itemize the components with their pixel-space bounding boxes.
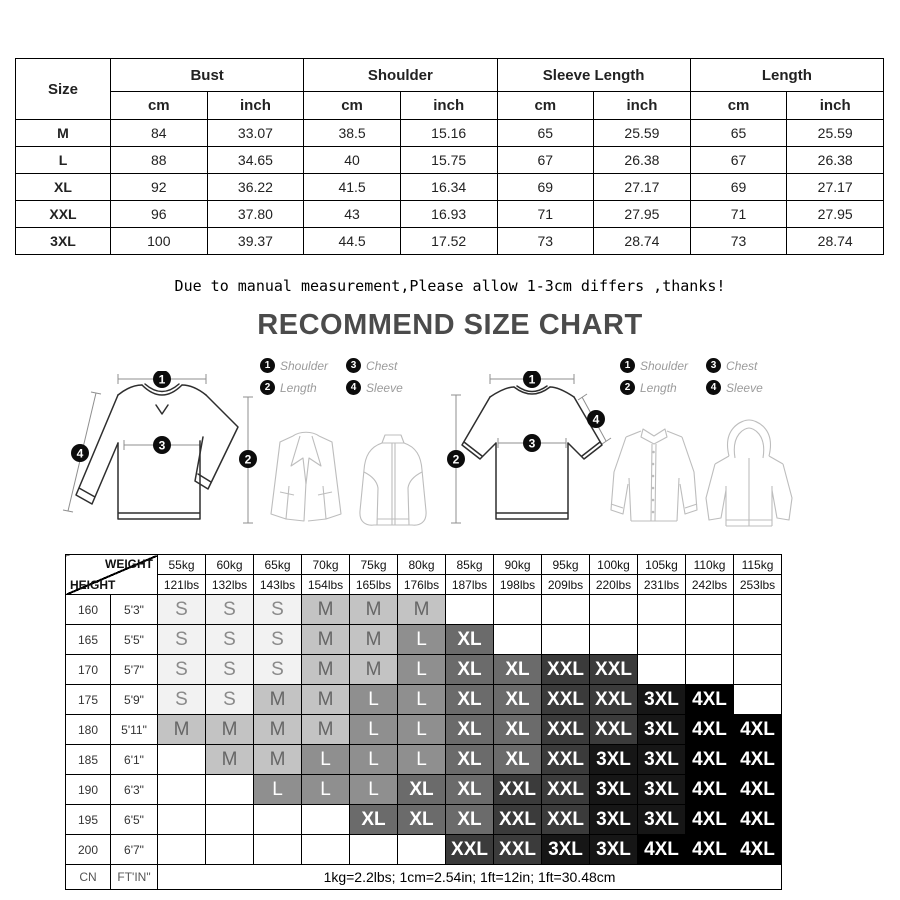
height-ftin-cell: 6'3" — [111, 775, 158, 805]
size-recommendation-cell: S — [158, 625, 206, 655]
size-recommendation-cell: S — [206, 595, 254, 625]
size-recommendation-cell: XXL — [542, 805, 590, 835]
height-cm-cell: 165 — [66, 625, 111, 655]
measurement-value-cell: 43 — [304, 201, 401, 228]
weight-kg-cell: 60kg — [206, 555, 254, 575]
matrix-row — [66, 715, 782, 745]
size-name-cell: L — [16, 147, 111, 174]
legend-number-icon: 1 — [260, 358, 275, 373]
size-recommendation-cell: 4XL — [686, 715, 734, 745]
measurement-value-cell: 33.07 — [207, 120, 304, 147]
group-header-bust: Bust — [111, 59, 304, 92]
height-ftin-cell: 6'7" — [111, 835, 158, 865]
size-recommendation-cell — [302, 805, 350, 835]
size-recommendation-cell: L — [350, 775, 398, 805]
measurement-value-cell: 27.95 — [594, 201, 691, 228]
size-recommendation-cell: XL — [494, 745, 542, 775]
legend-label: Shoulder — [280, 358, 329, 373]
weight-kg-cell: 55kg — [158, 555, 206, 575]
matrix-kg-row — [66, 555, 782, 575]
hoodie-drawing — [700, 416, 798, 534]
size-recommendation-cell — [542, 625, 590, 655]
measurement-value-cell: 69 — [497, 174, 594, 201]
size-recommendation-cell: XXL — [542, 745, 590, 775]
size-recommendation-cell: M — [206, 745, 254, 775]
size-recommendation-cell — [686, 625, 734, 655]
cn-unit-label: CN — [66, 865, 111, 890]
size-recommendation-cell: M — [302, 625, 350, 655]
size-column-header: Size — [16, 59, 111, 120]
legend-number-icon: 2 — [260, 380, 275, 395]
measurement-value-cell: 27.95 — [787, 201, 884, 228]
height-cm-cell: 190 — [66, 775, 111, 805]
height-ftin-cell: 5'7" — [111, 655, 158, 685]
matrix-body — [66, 595, 782, 865]
measurement-value-cell: 88 — [111, 147, 208, 174]
size-recommendation-cell: XXL — [590, 715, 638, 745]
measurement-value-cell: 96 — [111, 201, 208, 228]
height-ftin-cell: 5'11" — [111, 715, 158, 745]
height-cm-cell: 180 — [66, 715, 111, 745]
height-ftin-cell: 5'5" — [111, 625, 158, 655]
size-recommendation-cell: XXL — [494, 835, 542, 865]
matrix-row — [66, 685, 782, 715]
measurement-value-cell: 34.65 — [207, 147, 304, 174]
weight-lbs-cell: 231lbs — [638, 575, 686, 595]
legend-label: Chest — [726, 358, 758, 373]
size-recommendation-cell: XL — [446, 715, 494, 745]
size-name-cell: 3XL — [16, 228, 111, 255]
size-recommendation-cell — [206, 835, 254, 865]
size-recommendation-cell: M — [254, 745, 302, 775]
size-table-body — [16, 120, 884, 255]
unit-header: inch — [207, 92, 304, 120]
size-recommendation-cell — [590, 625, 638, 655]
matrix-lbs-row — [66, 575, 782, 595]
size-recommendation-cell — [158, 775, 206, 805]
size-table-row — [16, 174, 884, 201]
size-recommendation-cell: S — [254, 625, 302, 655]
size-name-cell: M — [16, 120, 111, 147]
legend-item-chest — [706, 358, 763, 373]
size-recommendation-cell — [350, 835, 398, 865]
height-cm-cell: 175 — [66, 685, 111, 715]
unit-header: inch — [594, 92, 691, 120]
size-recommendation-cell: XL — [494, 715, 542, 745]
weight-axis-label: WEIGHT — [105, 557, 153, 571]
size-recommendation-cell: XXL — [542, 655, 590, 685]
size-recommendation-cell: 3XL — [542, 835, 590, 865]
size-recommendation-cell — [158, 745, 206, 775]
size-recommendation-cell: S — [206, 625, 254, 655]
size-table-row — [16, 147, 884, 174]
size-recommendation-cell: XXL — [446, 835, 494, 865]
size-recommendation-cell: 3XL — [590, 805, 638, 835]
measurement-value-cell: 73 — [690, 228, 787, 255]
weight-lbs-cell: 198lbs — [494, 575, 542, 595]
size-recommendation-cell — [734, 625, 782, 655]
measurement-value-cell: 39.37 — [207, 228, 304, 255]
size-recommendation-cell: S — [158, 655, 206, 685]
legend-label: Length — [280, 380, 317, 395]
weight-lbs-cell: 143lbs — [254, 575, 302, 595]
legend-number-icon: 3 — [706, 358, 721, 373]
marker-length: 2 — [244, 452, 252, 467]
measurement-value-cell: 67 — [497, 147, 594, 174]
measurement-value-cell: 65 — [497, 120, 594, 147]
size-recommendation-cell: 4XL — [686, 685, 734, 715]
measurement-value-cell: 28.74 — [594, 228, 691, 255]
measurement-value-cell: 44.5 — [304, 228, 401, 255]
tshirt-measurement-diagram — [432, 371, 632, 541]
weight-kg-cell: 115kg — [734, 555, 782, 575]
size-recommendation-cell — [638, 625, 686, 655]
measurement-value-cell: 27.17 — [594, 174, 691, 201]
size-recommendation-cell: S — [158, 595, 206, 625]
measurement-value-cell: 41.5 — [304, 174, 401, 201]
size-table-unit-row — [16, 92, 884, 120]
measurement-value-cell: 65 — [690, 120, 787, 147]
matrix-row — [66, 835, 782, 865]
height-cm-cell: 185 — [66, 745, 111, 775]
height-ftin-cell: 6'5" — [111, 805, 158, 835]
measurement-value-cell: 38.5 — [304, 120, 401, 147]
weight-lbs-cell: 242lbs — [686, 575, 734, 595]
legend-label: Length — [640, 380, 677, 395]
measurement-value-cell: 16.93 — [400, 201, 497, 228]
matrix-row — [66, 595, 782, 625]
marker-sleeve: 4 — [592, 412, 600, 427]
measurement-note: Due to manual measurement,Please allow 1-3cm differs ,thanks! — [174, 277, 726, 295]
size-recommendation-cell: XL — [446, 805, 494, 835]
size-recommendation-cell: XL — [446, 655, 494, 685]
matrix-row — [66, 775, 782, 805]
size-recommendation-cell: XL — [494, 685, 542, 715]
size-recommendation-cell: L — [398, 685, 446, 715]
weight-lbs-cell: 165lbs — [350, 575, 398, 595]
size-recommendation-cell: XXL — [542, 775, 590, 805]
size-recommendation-cell — [158, 805, 206, 835]
size-recommendation-cell: 4XL — [686, 835, 734, 865]
size-recommendation-cell: M — [398, 595, 446, 625]
size-recommendation-cell: XXL — [494, 805, 542, 835]
measurement-value-cell: 37.80 — [207, 201, 304, 228]
size-recommendation-cell: XXL — [542, 715, 590, 745]
size-recommendation-cell: L — [398, 655, 446, 685]
weight-height-corner-cell — [66, 555, 158, 595]
measurement-value-cell: 27.17 — [787, 174, 884, 201]
size-recommendation-cell: S — [254, 655, 302, 685]
weight-lbs-cell: 154lbs — [302, 575, 350, 595]
measurement-value-cell: 28.74 — [787, 228, 884, 255]
size-recommendation-cell: L — [254, 775, 302, 805]
garment-diagram-area — [0, 346, 900, 546]
measurement-value-cell: 71 — [497, 201, 594, 228]
weight-lbs-cell: 132lbs — [206, 575, 254, 595]
measurement-value-cell: 15.16 — [400, 120, 497, 147]
matrix-footer-row — [66, 865, 782, 890]
matrix-row — [66, 745, 782, 775]
size-recommendation-cell: XXL — [542, 685, 590, 715]
size-recommendation-cell: M — [206, 715, 254, 745]
height-ftin-cell: 5'3" — [111, 595, 158, 625]
size-recommendation-cell: M — [350, 595, 398, 625]
legend-label: Chest — [366, 358, 398, 373]
height-ftin-cell: 5'9" — [111, 685, 158, 715]
unit-header: cm — [304, 92, 401, 120]
size-recommendation-cell — [254, 805, 302, 835]
size-recommendation-cell: XL — [446, 745, 494, 775]
size-recommendation-cell — [686, 655, 734, 685]
size-recommendation-cell: XL — [398, 775, 446, 805]
legend-label: Sleeve — [726, 380, 763, 395]
size-recommendation-cell: 3XL — [638, 685, 686, 715]
unit-header: cm — [690, 92, 787, 120]
measurement-value-cell: 26.38 — [594, 147, 691, 174]
unit-header: cm — [497, 92, 594, 120]
height-cm-cell: 200 — [66, 835, 111, 865]
size-recommendation-cell — [590, 595, 638, 625]
measurement-value-cell: 67 — [690, 147, 787, 174]
size-recommendation-cell: 4XL — [686, 805, 734, 835]
weight-lbs-cell: 209lbs — [542, 575, 590, 595]
marker-shoulder: 1 — [158, 372, 166, 387]
legend-item-sleeve — [346, 380, 403, 395]
legend-item-chest — [346, 358, 403, 373]
weight-kg-cell: 65kg — [254, 555, 302, 575]
size-recommendation-cell: XL — [494, 655, 542, 685]
size-recommendation-cell: 4XL — [686, 775, 734, 805]
size-recommendation-cell — [494, 595, 542, 625]
height-axis-label: HEIGHT — [70, 578, 116, 592]
size-recommendation-cell: 4XL — [734, 835, 782, 865]
size-recommendation-cell: S — [254, 595, 302, 625]
legend-number-icon: 4 — [346, 380, 361, 395]
unit-header: inch — [400, 92, 497, 120]
blazer-drawing — [260, 424, 352, 532]
marker-chest: 3 — [528, 436, 536, 451]
legend-item-length — [260, 380, 328, 395]
legend-label: Shoulder — [640, 358, 689, 373]
marker-length: 2 — [452, 452, 460, 467]
marker-chest: 3 — [158, 438, 166, 453]
windbreaker-drawing — [352, 426, 434, 531]
size-recommendation-cell: 3XL — [638, 715, 686, 745]
size-recommendation-cell — [494, 625, 542, 655]
size-recommendation-cell: XL — [446, 685, 494, 715]
weight-kg-cell: 70kg — [302, 555, 350, 575]
size-name-cell: XL — [16, 174, 111, 201]
weight-kg-cell: 100kg — [590, 555, 638, 575]
size-recommendation-cell: M — [254, 685, 302, 715]
measurement-value-cell: 73 — [497, 228, 594, 255]
legend-label: Sleeve — [366, 380, 403, 395]
ftin-unit-label: FT'IN" — [111, 865, 158, 890]
marker-shoulder: 1 — [528, 372, 536, 387]
weight-kg-cell: 80kg — [398, 555, 446, 575]
size-recommendation-cell: S — [158, 685, 206, 715]
size-recommendation-cell — [542, 595, 590, 625]
unit-conversion-note: 1kg=2.2lbs; 1cm=2.54in; 1ft=12in; 1ft=30.48cm — [158, 865, 782, 890]
measurement-value-cell: 15.75 — [400, 147, 497, 174]
matrix-row — [66, 655, 782, 685]
size-recommendation-cell: M — [254, 715, 302, 745]
weight-lbs-cell: 176lbs — [398, 575, 446, 595]
measurement-value-cell: 25.59 — [594, 120, 691, 147]
legend-item-sleeve — [706, 380, 763, 395]
size-recommendation-cell: L — [350, 715, 398, 745]
measurement-value-cell: 36.22 — [207, 174, 304, 201]
size-recommendation-cell: M — [302, 655, 350, 685]
size-recommendation-cell — [638, 595, 686, 625]
size-recommendation-cell: 4XL — [686, 745, 734, 775]
unit-header: cm — [111, 92, 208, 120]
size-recommendation-cell: 4XL — [734, 715, 782, 745]
measurement-value-cell: 26.38 — [787, 147, 884, 174]
size-name-cell: XXL — [16, 201, 111, 228]
size-recommendation-cell: 4XL — [734, 805, 782, 835]
size-table-row — [16, 120, 884, 147]
weight-lbs-cell: 253lbs — [734, 575, 782, 595]
weight-kg-cell: 90kg — [494, 555, 542, 575]
size-table-row — [16, 228, 884, 255]
size-recommendation-cell — [206, 805, 254, 835]
size-recommendation-cell: XL — [350, 805, 398, 835]
size-recommendation-cell: M — [350, 655, 398, 685]
measurement-value-cell: 25.59 — [787, 120, 884, 147]
size-recommendation-cell: XXL — [590, 685, 638, 715]
measurement-value-cell: 100 — [111, 228, 208, 255]
size-recommendation-cell: 4XL — [638, 835, 686, 865]
group-header-sleeve-length: Sleeve Length — [497, 59, 690, 92]
size-recommendation-cell: 3XL — [638, 805, 686, 835]
size-recommendation-cell: L — [302, 745, 350, 775]
size-recommendation-cell: L — [350, 745, 398, 775]
legend-item-shoulder — [260, 358, 328, 373]
size-recommendation-cell: L — [398, 715, 446, 745]
weight-kg-cell: 75kg — [350, 555, 398, 575]
size-recommendation-cell: L — [302, 775, 350, 805]
size-recommendation-cell: 3XL — [590, 775, 638, 805]
group-header-shoulder: Shoulder — [304, 59, 497, 92]
measurement-legend-left — [260, 358, 403, 395]
unit-header: inch — [787, 92, 884, 120]
weight-kg-cell: 105kg — [638, 555, 686, 575]
recommend-size-matrix — [65, 554, 782, 890]
measurement-value-cell: 84 — [111, 120, 208, 147]
matrix-row — [66, 805, 782, 835]
size-table-row — [16, 201, 884, 228]
size-recommendation-cell: XL — [446, 625, 494, 655]
marker-sleeve: 4 — [76, 446, 84, 461]
size-recommendation-cell: XXL — [590, 655, 638, 685]
size-recommendation-cell: 4XL — [734, 745, 782, 775]
weight-lbs-cell: 220lbs — [590, 575, 638, 595]
size-recommendation-cell: XL — [446, 775, 494, 805]
group-header-length: Length — [690, 59, 883, 92]
size-recommendation-cell: M — [302, 715, 350, 745]
size-recommendation-cell: L — [398, 625, 446, 655]
measurement-value-cell: 69 — [690, 174, 787, 201]
height-cm-cell: 195 — [66, 805, 111, 835]
size-recommendation-cell: 3XL — [590, 835, 638, 865]
size-recommendation-cell — [638, 655, 686, 685]
size-recommendation-cell: XXL — [494, 775, 542, 805]
weight-lbs-cell: 121lbs — [158, 575, 206, 595]
measurement-value-cell: 40 — [304, 147, 401, 174]
height-cm-cell: 170 — [66, 655, 111, 685]
weight-kg-cell: 95kg — [542, 555, 590, 575]
size-recommendation-cell: 3XL — [638, 775, 686, 805]
measurement-legend-right — [620, 358, 763, 395]
legend-number-icon: 4 — [706, 380, 721, 395]
legend-number-icon: 1 — [620, 358, 635, 373]
size-recommendation-cell: S — [206, 685, 254, 715]
size-recommendation-cell: S — [206, 655, 254, 685]
size-recommendation-cell — [254, 835, 302, 865]
height-ftin-cell: 6'1" — [111, 745, 158, 775]
size-recommendation-cell: M — [158, 715, 206, 745]
size-recommendation-cell: M — [302, 595, 350, 625]
size-recommendation-cell — [734, 685, 782, 715]
size-recommendation-cell — [734, 595, 782, 625]
matrix-row — [66, 625, 782, 655]
size-recommendation-cell: 3XL — [590, 745, 638, 775]
measurement-value-cell: 71 — [690, 201, 787, 228]
measurement-value-cell: 16.34 — [400, 174, 497, 201]
size-recommendation-cell — [206, 775, 254, 805]
size-recommendation-cell: L — [398, 745, 446, 775]
size-recommendation-cell: 4XL — [734, 775, 782, 805]
size-recommendation-cell — [302, 835, 350, 865]
size-recommendation-cell: XL — [398, 805, 446, 835]
height-cm-cell: 160 — [66, 595, 111, 625]
measurement-value-cell: 17.52 — [400, 228, 497, 255]
size-recommendation-cell — [158, 835, 206, 865]
size-recommendation-cell — [734, 655, 782, 685]
sweatshirt-measurement-diagram — [62, 371, 262, 541]
size-recommendation-cell: M — [302, 685, 350, 715]
measurement-value-cell: 92 — [111, 174, 208, 201]
weight-lbs-cell: 187lbs — [446, 575, 494, 595]
recommend-size-chart-title: RECOMMEND SIZE CHART — [257, 309, 643, 341]
legend-number-icon: 3 — [346, 358, 361, 373]
size-recommendation-cell: 3XL — [638, 745, 686, 775]
shirt-drawing — [606, 420, 704, 535]
size-recommendation-cell — [398, 835, 446, 865]
legend-number-icon: 2 — [620, 380, 635, 395]
size-recommendation-cell — [686, 595, 734, 625]
size-table-group-row — [16, 59, 884, 92]
size-recommendation-cell — [446, 595, 494, 625]
size-table — [15, 58, 884, 255]
size-recommendation-cell: M — [350, 625, 398, 655]
weight-kg-cell: 110kg — [686, 555, 734, 575]
size-recommendation-cell: L — [350, 685, 398, 715]
weight-kg-cell: 85kg — [446, 555, 494, 575]
